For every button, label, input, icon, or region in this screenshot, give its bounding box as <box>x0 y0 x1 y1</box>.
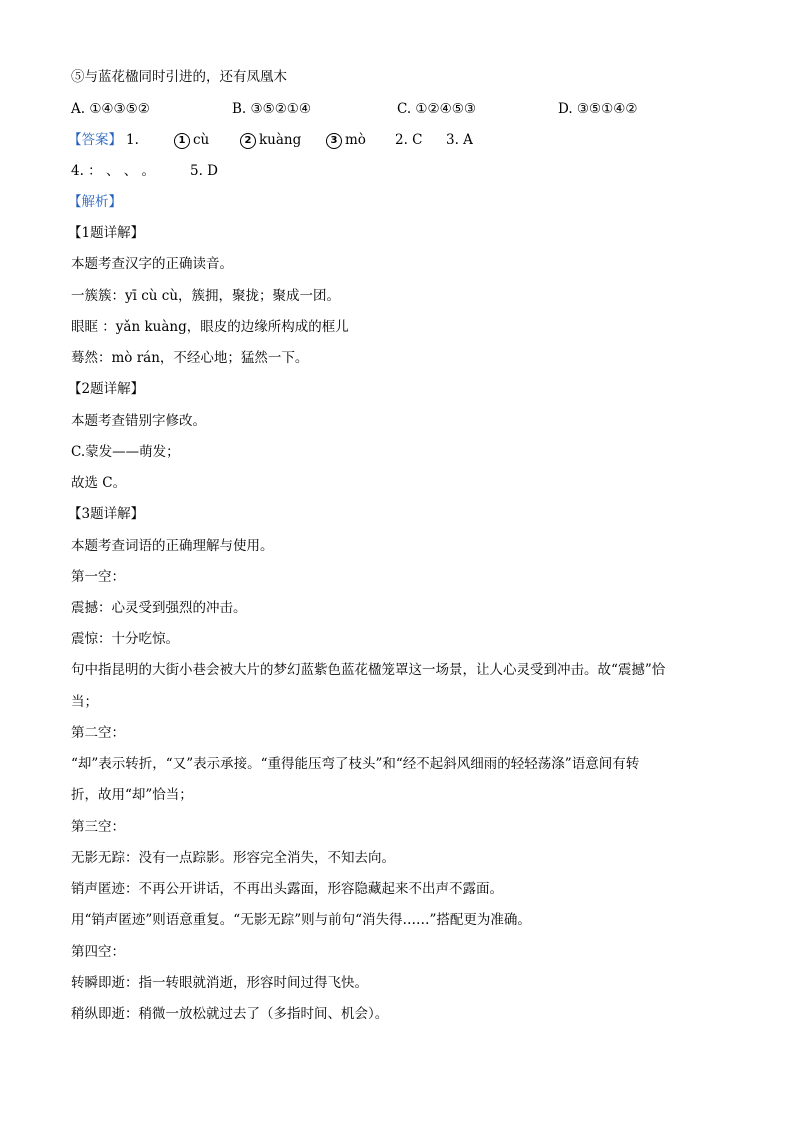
paragraph: 第三空： <box>71 819 125 835</box>
answer-2: 2. C <box>395 132 423 148</box>
circled-number-3: 3 <box>326 133 342 149</box>
answer-4: 4. ： 、 、 。 <box>71 163 156 179</box>
circled-number-2: 2 <box>240 133 256 149</box>
answer-5: 5. D <box>190 163 218 179</box>
paragraph: 稍纵即逝：稍微一放松就过去了（多指时间、机会）。 <box>71 1006 389 1022</box>
pinyin-text-1: cù <box>193 132 210 148</box>
paragraph: 无影无踪：没有一点踪影。形容完全消失，不知去向。 <box>71 850 395 866</box>
paragraph: 眼眶 ：yǎn kuàng，眼皮的边缘所构成的框儿 <box>71 319 349 335</box>
paragraph: 当； <box>71 694 98 710</box>
pinyin-answer-2 <box>240 131 301 149</box>
paragraph: C.蒙发——萌发； <box>71 444 180 460</box>
section-heading-1: 【1题详解】 <box>68 225 145 241</box>
pinyin-answer-3 <box>326 131 366 149</box>
paragraph: 销声匿迹：不再公开讲话，不再出头露面，形容隐藏起来不出声不露面。 <box>71 881 503 897</box>
paragraph: 一簇簇：yī cù cù，簇拥，聚拢；聚成一团。 <box>71 288 341 304</box>
section-heading-2: 【2题详解】 <box>68 381 145 397</box>
pinyin-text-3: mò <box>345 132 366 148</box>
paragraph: 第四空： <box>71 944 125 960</box>
circled-number-1: 1 <box>174 133 190 149</box>
paragraph: 折，故用“却”恰当； <box>71 787 193 803</box>
option-c: C. ①②④⑤③ <box>397 101 476 117</box>
analysis-label: 【解析】 <box>68 194 122 210</box>
paragraph: 用“销声匿迹”则语意重复。“无影无踪”则与前句“消失得……”搭配更为准确。 <box>71 912 531 928</box>
answer-3: 3. A <box>446 132 473 148</box>
section-heading-3: 【3题详解】 <box>68 506 145 522</box>
paragraph: 蓦然：mò rán，不经心地；猛然一下。 <box>71 350 309 366</box>
paragraph: 转瞬即逝：指一转眼就消逝，形容时间过得飞快。 <box>71 975 368 991</box>
option-d: D. ③⑤①④② <box>558 101 638 117</box>
answer-1: 1. <box>126 132 139 148</box>
paragraph: 第二空： <box>71 725 125 741</box>
paragraph: 本题考查汉字的正确读音。 <box>71 256 233 272</box>
answer-label: 【答案】 <box>68 132 122 148</box>
pinyin-text-2: kuàng <box>259 132 302 148</box>
question-line-5: ⑤与蓝花楹同时引进的，还有凤凰木 <box>71 69 287 85</box>
option-b: B. ③⑤②①④ <box>232 101 312 117</box>
paragraph: 故选 C。 <box>71 475 127 491</box>
option-a: A. ①④③⑤② <box>71 101 150 117</box>
paragraph: “却”表示转折，“又”表示承接。“重得能压弯了枝头”和“经不起斜风细雨的轻轻荡涤”语意间有转 <box>71 756 640 772</box>
paragraph: 震撼：心灵受到强烈的冲击。 <box>71 600 247 616</box>
paragraph: 本题考查词语的正确理解与使用。 <box>71 538 274 554</box>
paragraph: 震惊：十分吃惊。 <box>71 631 179 647</box>
paragraph: 本题考查错别字修改。 <box>71 413 206 429</box>
paragraph: 第一空： <box>71 569 125 585</box>
paragraph: 句中指昆明的大街小巷会被大片的梦幻蓝紫色蓝花楹笼罩这一场景，让人心灵受到冲击。故“震撼”恰 <box>71 662 666 678</box>
pinyin-answer-1 <box>174 131 209 149</box>
